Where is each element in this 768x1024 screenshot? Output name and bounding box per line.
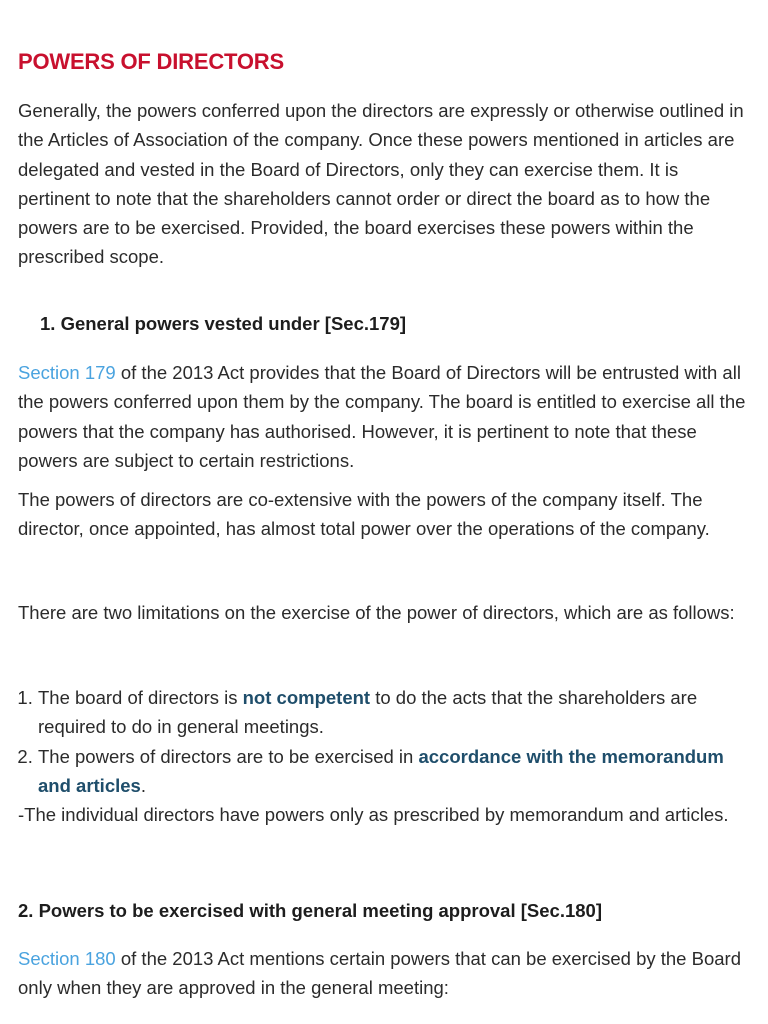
emphasis-memorandum-articles: accordance with the memorandum and articles (38, 745, 724, 796)
limitations-list (18, 683, 750, 800)
list-item (38, 683, 750, 742)
section-2-paragraph-1 (18, 944, 750, 1003)
section-1-paragraph-2-text: The powers of directors are co-extensive with the powers of the company itself. The director, once appointed, has almost total power over the operations of the company. (18, 489, 710, 540)
intro-paragraph (18, 96, 750, 272)
section-180-link[interactable]: Section 180 (18, 948, 116, 969)
list-item-text: The board of directors is (38, 687, 243, 708)
limitations-list-wrapper (18, 683, 750, 829)
section-1-heading: 1. General powers vested under [Sec.179] (40, 313, 407, 334)
individual-directors-note: -The individual directors have powers only as prescribed by memorandum and articles. (18, 804, 729, 826)
section-2-heading: 2. Powers to be exercised with general meeting approval [Sec.180] (18, 900, 602, 921)
section-1-paragraph-2 (18, 485, 750, 544)
list-item-text: . (140, 774, 146, 796)
list-item-text: to do the acts that the shareholders are required to do in general meetings. (38, 687, 698, 738)
page-title: POWERS OF DIRECTORS (18, 49, 284, 74)
section-1-paragraph-3 (18, 598, 750, 627)
section-1-paragraph-3-text: There are two limitations on the exercise of the power of directors, which are as follows: (18, 602, 735, 623)
section-1-paragraph-1-text: of the 2013 Act provides that the Board of Directors will be entrusted with all the powers conferred upon them by the company. The board is entitled to exercise all the powers that the company has authorised. However, it is pertinent to note that these powers are subject to certain restrictions. (18, 362, 746, 471)
section-2-paragraph-1-text: of the 2013 Act mentions certain powers that can be exercised by the Board only when they are approved in the general meeting: (18, 948, 741, 999)
section-1-paragraph-1 (18, 358, 750, 475)
list-item (38, 742, 750, 801)
emphasis-not-competent: not competent (242, 687, 371, 708)
intro-text: Generally, the powers conferred upon the directors are expressly or otherwise outlined in the Articles of Association of the company. Once these powers mentioned in articles are delegated and vested in the Board of Directors, only they can exercise them. It is pertinent to note that the shareholders cannot order or direct the board as to how the powers are to be exercised. Provided, the board exercises these powers within the prescribed scope. (18, 100, 744, 268)
section-179-link[interactable]: Section 179 (18, 362, 116, 383)
list-item-text: The powers of directors are to be exercised in (38, 745, 419, 767)
